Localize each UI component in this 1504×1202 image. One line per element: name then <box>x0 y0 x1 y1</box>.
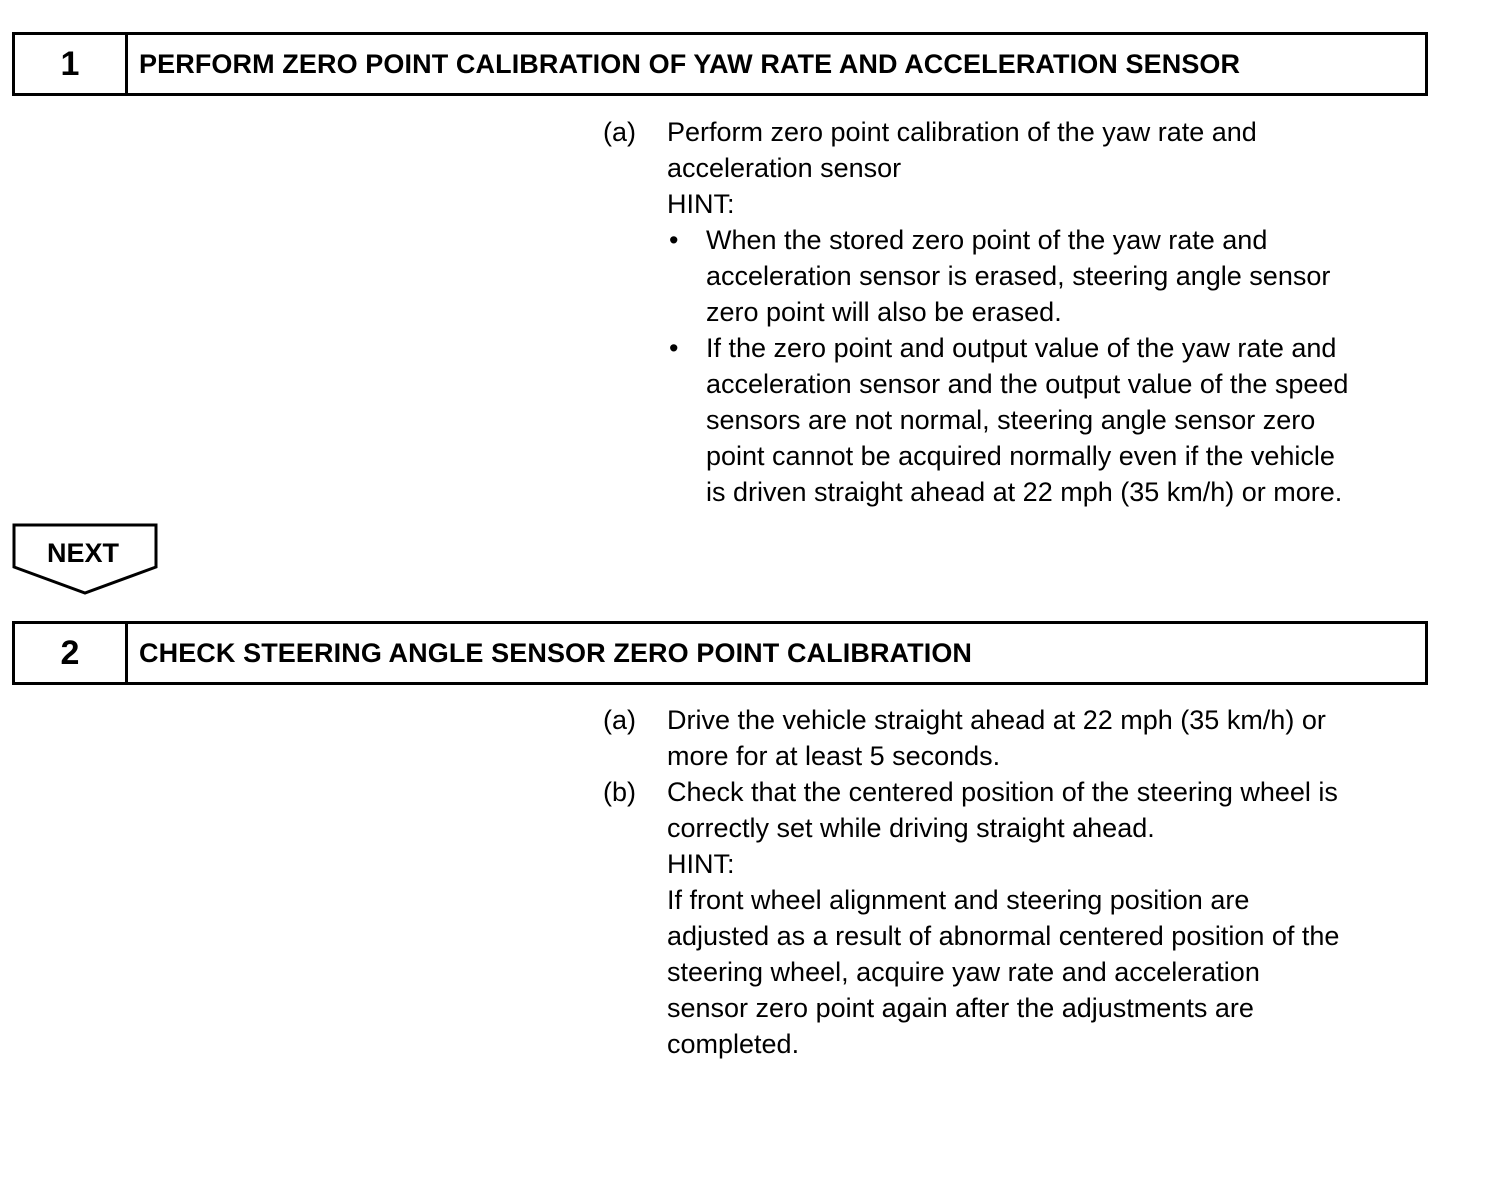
text-line: Drive the vehicle straight ahead at 22 mph (35 km/h) or <box>667 705 1326 735</box>
text-line: steering wheel, acquire yaw rate and acceleration <box>667 957 1260 987</box>
text-line: Perform zero point calibration of the yaw rate and <box>667 117 1257 147</box>
next-label: NEXT <box>46 538 120 568</box>
step-item-b <box>603 774 1443 1062</box>
bullet-text <box>706 222 1443 330</box>
text-line: completed. <box>667 1029 800 1059</box>
bullet-text <box>706 330 1443 510</box>
step-2-header <box>12 621 1428 685</box>
step-item-a <box>603 702 1443 774</box>
step-title: PERFORM ZERO POINT CALIBRATION OF YAW RATE AND ACCELERATION SENSOR <box>139 48 1241 79</box>
text-line: When the stored zero point of the yaw rate and <box>706 225 1268 255</box>
hint-bullet <box>667 222 1443 330</box>
text-line: acceleration sensor is erased, steering angle sensor <box>706 261 1331 291</box>
item-body <box>667 114 1443 510</box>
text-line: Check that the centered position of the steering wheel is <box>667 777 1338 807</box>
text-line: correctly set while driving straight ahead. <box>667 813 1155 843</box>
step-1-header <box>12 32 1428 96</box>
bullet-icon: • <box>669 225 679 255</box>
text-line: is driven straight ahead at 22 mph (35 km/h) or more. <box>706 477 1343 507</box>
item-body <box>667 702 1443 774</box>
step-2-content <box>603 702 1443 1062</box>
next-arrow-icon <box>12 523 158 595</box>
hint-label: HINT: <box>667 849 735 879</box>
item-label: (b) <box>603 777 636 807</box>
step-number: 1 <box>15 35 128 93</box>
item-label: (a) <box>603 117 636 147</box>
text-line: zero point will also be erased. <box>706 297 1062 327</box>
step-title: CHECK STEERING ANGLE SENSOR ZERO POINT CALIBRATION <box>139 637 973 668</box>
step-1-content <box>603 114 1443 510</box>
text-line: sensor zero point again after the adjustments are <box>667 993 1254 1023</box>
item-label: (a) <box>603 705 636 735</box>
text-line: If the zero point and output value of the yaw rate and <box>706 333 1337 363</box>
text-line: adjusted as a result of abnormal centered position of the <box>667 921 1340 951</box>
item-body <box>667 774 1443 1062</box>
bullet-icon: • <box>669 333 679 363</box>
text-line: sensors are not normal, steering angle sensor zero <box>706 405 1316 435</box>
step-number: 2 <box>15 624 128 682</box>
hint-bullet <box>667 330 1443 510</box>
text-line: more for at least 5 seconds. <box>667 741 1001 771</box>
hint-label: HINT: <box>667 189 735 219</box>
text-line: acceleration sensor and the output value of the speed <box>706 369 1349 399</box>
text-line: point cannot be acquired normally even if the vehicle <box>706 441 1335 471</box>
text-line: If front wheel alignment and steering position are <box>667 885 1250 915</box>
text-line: acceleration sensor <box>667 153 902 183</box>
step-item-a <box>603 114 1443 510</box>
